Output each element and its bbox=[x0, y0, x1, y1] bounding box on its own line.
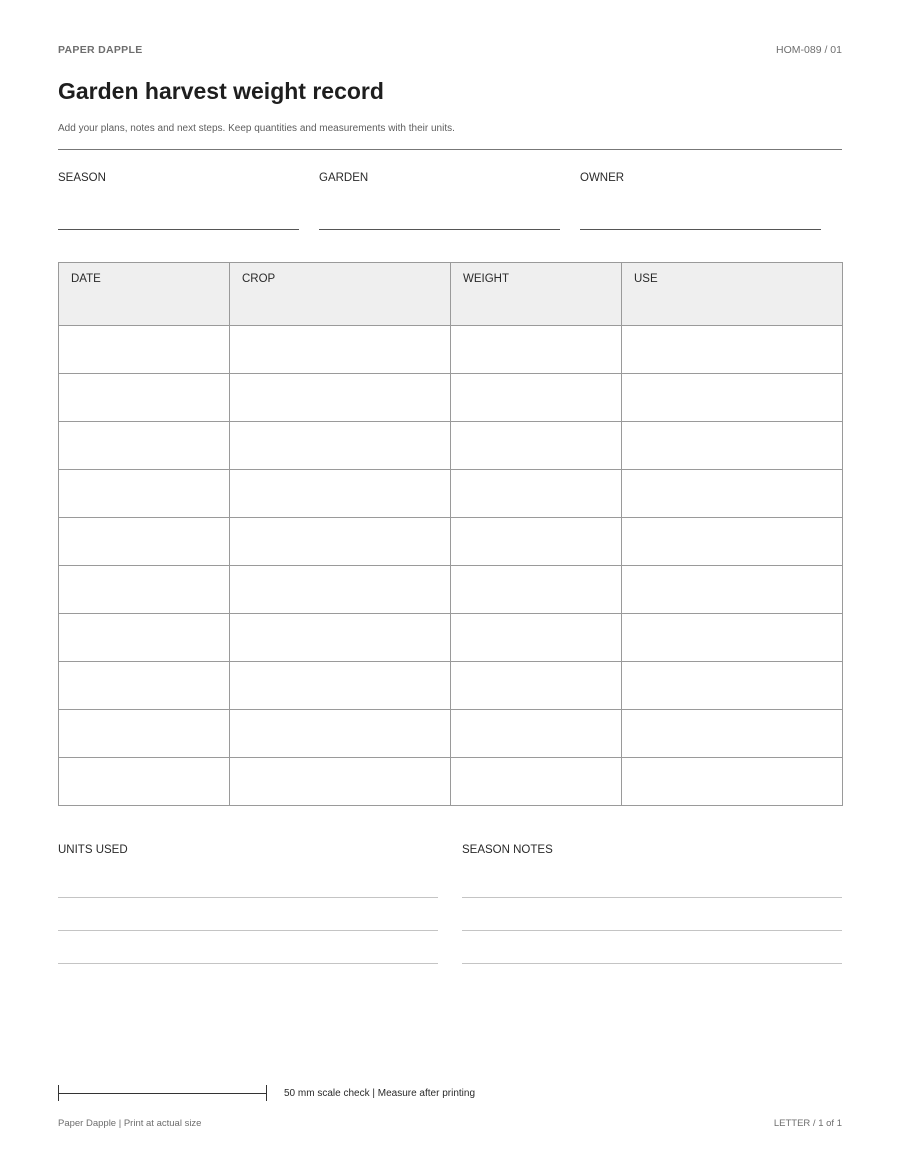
season-field[interactable] bbox=[58, 172, 299, 230]
cell-use[interactable] bbox=[622, 758, 843, 806]
table-row bbox=[59, 614, 843, 662]
season-notes-line bbox=[462, 897, 842, 898]
garden-write-line bbox=[319, 229, 560, 230]
season-label: SEASON bbox=[58, 172, 106, 184]
season-write-line bbox=[58, 229, 299, 230]
owner-field[interactable] bbox=[580, 172, 821, 230]
cell-date[interactable] bbox=[59, 374, 230, 422]
table-body bbox=[59, 326, 843, 806]
cell-crop[interactable] bbox=[230, 326, 451, 374]
cell-use[interactable] bbox=[622, 614, 843, 662]
brand-name: PAPER DAPPLE bbox=[58, 44, 143, 56]
scale-tick-right bbox=[266, 1085, 267, 1101]
cell-crop[interactable] bbox=[230, 470, 451, 518]
season-notes-line bbox=[462, 930, 842, 931]
scale-check-text: 50 mm scale check | Measure after printing bbox=[284, 1088, 476, 1099]
cell-weight[interactable] bbox=[451, 566, 622, 614]
cell-weight[interactable] bbox=[451, 518, 622, 566]
cell-weight[interactable] bbox=[451, 710, 622, 758]
cell-weight[interactable] bbox=[451, 662, 622, 710]
cell-date[interactable] bbox=[59, 710, 230, 758]
footer-left-text: Paper Dapple | Print at actual size bbox=[58, 1118, 202, 1129]
column-header-weight: WEIGHT bbox=[451, 263, 622, 326]
footer-right-text: LETTER / 1 of 1 bbox=[773, 1118, 842, 1129]
table-row bbox=[59, 326, 843, 374]
season-notes-label: SEASON NOTES bbox=[462, 844, 553, 856]
table-row bbox=[59, 710, 843, 758]
page-subtitle: Add your plans, notes and next steps. Keep quantities and measurements with their units. bbox=[58, 123, 455, 134]
cell-use[interactable] bbox=[622, 518, 843, 566]
cell-date[interactable] bbox=[59, 758, 230, 806]
cell-date[interactable] bbox=[59, 614, 230, 662]
cell-crop[interactable] bbox=[230, 518, 451, 566]
units-used-section[interactable] bbox=[58, 844, 438, 856]
cell-crop[interactable] bbox=[230, 374, 451, 422]
table-row bbox=[59, 422, 843, 470]
cell-date[interactable] bbox=[59, 422, 230, 470]
scale-bar-line bbox=[58, 1093, 266, 1094]
cell-use[interactable] bbox=[622, 422, 843, 470]
document-code: HOM-089 / 01 bbox=[776, 44, 842, 56]
cell-use[interactable] bbox=[622, 710, 843, 758]
cell-use[interactable] bbox=[622, 566, 843, 614]
cell-date[interactable] bbox=[59, 566, 230, 614]
cell-crop[interactable] bbox=[230, 614, 451, 662]
column-header-use: USE bbox=[622, 263, 843, 326]
cell-crop[interactable] bbox=[230, 566, 451, 614]
season-notes-section[interactable] bbox=[462, 844, 842, 856]
season-notes-line bbox=[462, 963, 842, 964]
cell-use[interactable] bbox=[622, 374, 843, 422]
cell-use[interactable] bbox=[622, 470, 843, 518]
cell-weight[interactable] bbox=[451, 422, 622, 470]
table-row bbox=[59, 470, 843, 518]
cell-weight[interactable] bbox=[451, 326, 622, 374]
table-row bbox=[59, 662, 843, 710]
cell-weight[interactable] bbox=[451, 470, 622, 518]
cell-weight[interactable] bbox=[451, 758, 622, 806]
table-row bbox=[59, 758, 843, 806]
cell-use[interactable] bbox=[622, 662, 843, 710]
table-row bbox=[59, 374, 843, 422]
cell-crop[interactable] bbox=[230, 422, 451, 470]
harvest-log-table bbox=[58, 262, 843, 806]
cell-date[interactable] bbox=[59, 470, 230, 518]
cell-use[interactable] bbox=[622, 326, 843, 374]
page-title: Garden harvest weight record bbox=[58, 78, 384, 104]
table-header-row bbox=[59, 263, 843, 326]
cell-weight[interactable] bbox=[451, 374, 622, 422]
header-divider bbox=[58, 149, 842, 150]
cell-crop[interactable] bbox=[230, 758, 451, 806]
scale-check-bar bbox=[58, 1085, 268, 1101]
cell-date[interactable] bbox=[59, 518, 230, 566]
units-used-line bbox=[58, 897, 438, 898]
units-used-line bbox=[58, 930, 438, 931]
cell-crop[interactable] bbox=[230, 662, 451, 710]
garden-label: GARDEN bbox=[319, 172, 369, 184]
cell-crop[interactable] bbox=[230, 710, 451, 758]
table-row bbox=[59, 566, 843, 614]
units-used-label: UNITS USED bbox=[58, 844, 128, 856]
column-header-crop: CROP bbox=[230, 263, 451, 326]
cell-date[interactable] bbox=[59, 326, 230, 374]
table-row bbox=[59, 518, 843, 566]
cell-date[interactable] bbox=[59, 662, 230, 710]
cell-weight[interactable] bbox=[451, 614, 622, 662]
owner-write-line bbox=[580, 229, 821, 230]
column-header-date: DATE bbox=[59, 263, 230, 326]
owner-label: OWNER bbox=[580, 172, 625, 184]
garden-field[interactable] bbox=[319, 172, 560, 230]
units-used-line bbox=[58, 963, 438, 964]
